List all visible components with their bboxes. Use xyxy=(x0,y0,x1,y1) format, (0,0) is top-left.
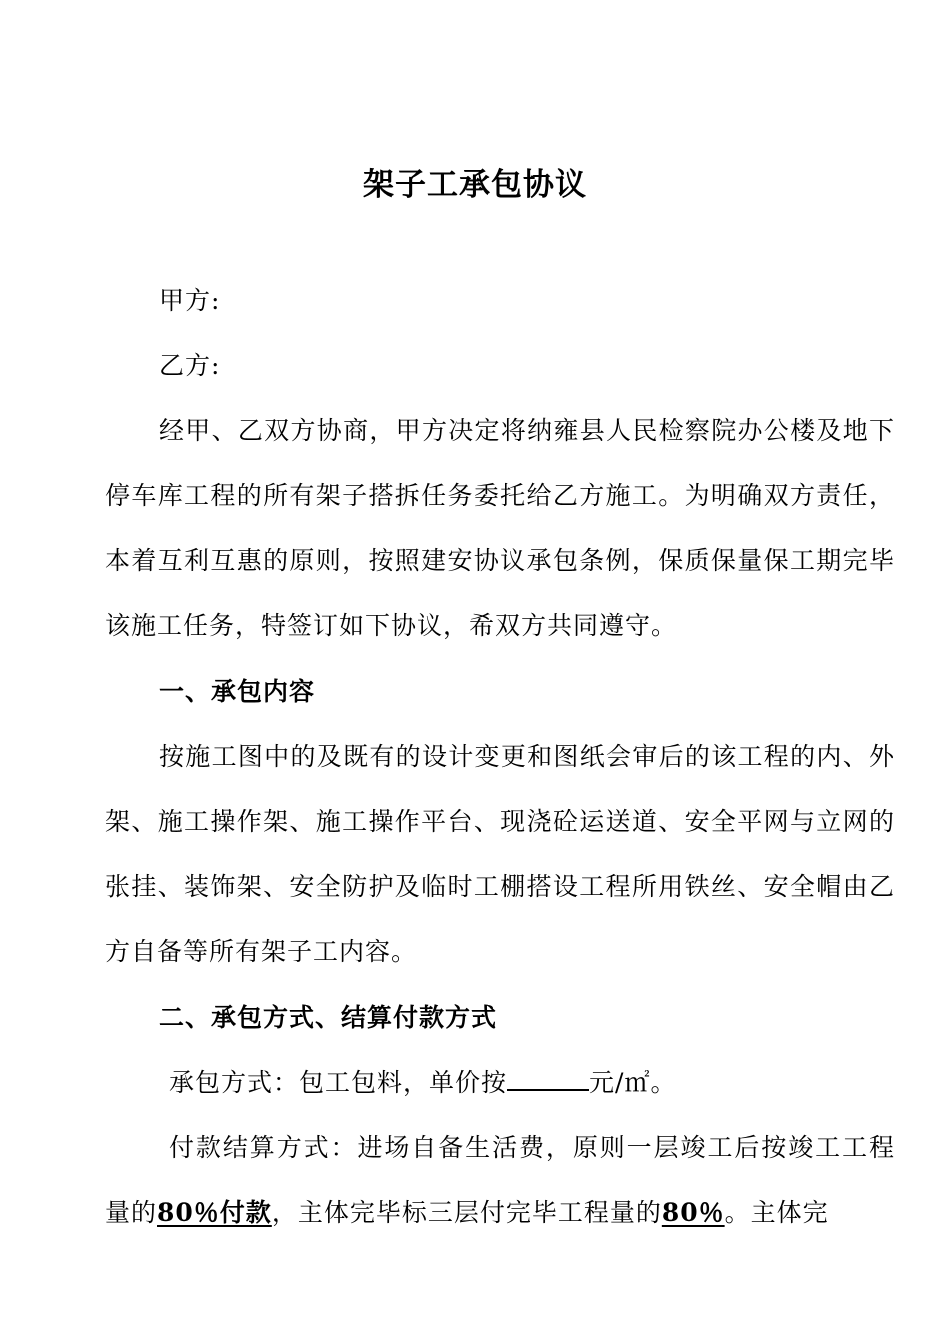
contract-method-line xyxy=(105,1050,895,1115)
section-1-body: 按施工图中的及既有的设计变更和图纸会审后的该工程的内、外架、施工操作架、施工操作平台、现浇砼运送道、安全平网与立网的张挂、装饰架、安全防护及临时工棚搭设工程所用铁丝、安全帽由乙方自备等所有架子工内容。 xyxy=(105,742,895,966)
payment-text-1: 付款结算方式：进场自备生活费，原则一层竣工后按竣工工程量的 xyxy=(105,1133,895,1227)
unit-price-blank xyxy=(507,1067,589,1091)
section-1-heading: 一、承包内容 xyxy=(159,677,316,706)
party-a-line: 甲方: xyxy=(159,286,221,315)
method-unit: 元/㎡ xyxy=(589,1068,651,1097)
intro-paragraph: 经甲、乙双方协商，甲方决定将纳雍县人民检察院办公楼及地下停车库工程的所有架子搭拆任务委托给乙方施工。为明确双方责任，本着互利互惠的原则，按照建安协议承包条例，保质保量保工期完毕该施工任务，特签订如下协议，希双方共同遵守。 xyxy=(105,416,895,640)
section-2-heading: 二、承包方式、结算付款方式 xyxy=(159,1003,498,1032)
method-prefix: 承包方式：包工包料，单价按 xyxy=(169,1068,508,1097)
payment-paragraph xyxy=(105,1115,895,1245)
document-title: 架子工承包协议 xyxy=(363,167,587,203)
party-b-line: 乙方: xyxy=(159,351,221,380)
payment-text-2: ，主体完毕标三层付完毕工程量的 xyxy=(271,1198,662,1227)
method-end: 。 xyxy=(650,1068,677,1097)
payment-text-3: 。主体完 xyxy=(724,1198,829,1227)
payment-bold-2: 80％ xyxy=(661,1198,725,1227)
payment-bold-1: 80％付款 xyxy=(157,1198,272,1227)
